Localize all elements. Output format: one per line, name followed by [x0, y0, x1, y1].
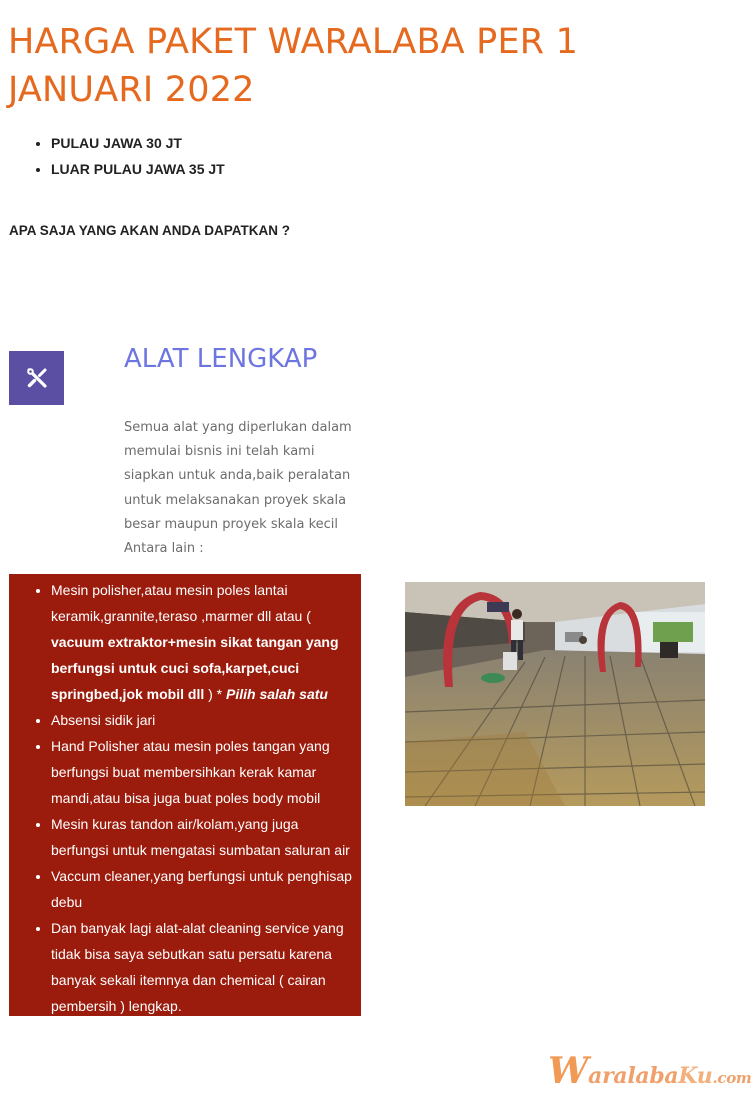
waralabaku-logo: WaralabaKu.com [548, 1050, 752, 1092]
tools-icon-box [9, 351, 64, 405]
page-title [8, 18, 688, 114]
equipment-box [9, 574, 361, 1016]
equipment-item: • Mesin kuras tandon air/kolam,yang juga berfungsi untuk mengatasi sumbatan saluran air [51, 811, 357, 863]
title-line-1: HARGA PAKET WARALABA PER 1 [8, 22, 579, 62]
tools-icon [25, 366, 49, 390]
equipment-item: • Dan banyak lagi alat-alat cleaning service yang tidak bisa saya sebutkan satu persatu karena banyak sekali itemnya dan chemical ( cairan pembersih ) lengkap. [51, 915, 357, 1019]
price-list [36, 130, 225, 182]
feature-title: ALAT LENGKAP [124, 344, 318, 374]
title-line-2: JANUARI 2022 [8, 70, 255, 110]
benefits-question: APA SAJA YANG AKAN ANDA DAPATKAN ? [9, 223, 291, 238]
equipment-item: • Absensi sidik jari [51, 707, 357, 733]
equipment-item: • Vaccum cleaner,yang berfungsi untuk penghisap debu [51, 863, 357, 915]
price-item: • LUAR PULAU JAWA 35 JT [51, 156, 225, 182]
car-wash-photo [405, 582, 705, 806]
feature-description: Semua alat yang diperlukan dalam memulai bisnis ini telah kami siapkan untuk anda,baik peralatan untuk melaksanakan proyek skala besar maupun proyek skala kecil Antara lain : [124, 420, 352, 557]
price-item: • PULAU JAWA 30 JT [51, 130, 225, 156]
equipment-item: • Hand Polisher atau mesin poles tangan yang berfungsi buat membersihkan kerak kamar mandi,atau bisa juga buat poles body mobil [51, 733, 357, 811]
equipment-item: • Mesin polisher,atau mesin poles lantai keramik,grannite,teraso ,marmer dll atau ( vacuum extraktor+mesin sikat tangan yang berfungsi untuk cuci sofa,karpet,cuci springbed,jok mobil dll ) * Pilih salah satu [51, 577, 357, 707]
equipment-list [9, 577, 361, 1019]
